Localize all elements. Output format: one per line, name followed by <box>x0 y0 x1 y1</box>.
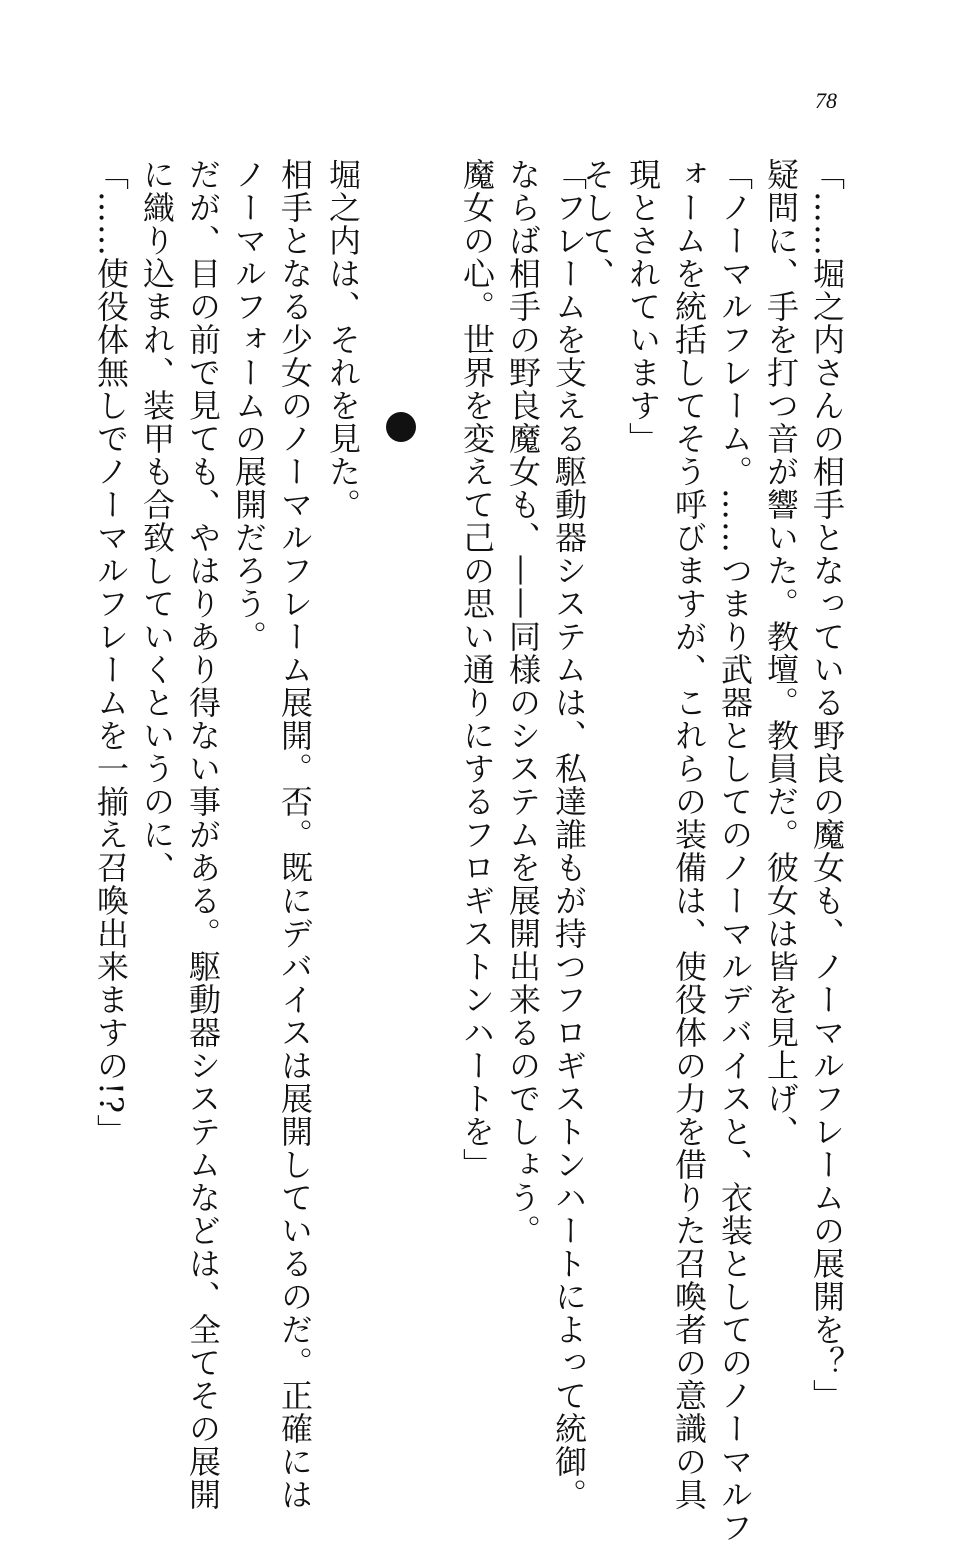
scene-break-dot <box>386 412 416 442</box>
page-number: 78 <box>815 88 837 113</box>
text-column-4: ォームを統括してそう呼びますが、これらの装備は、使役体の力を借りた召喚者の意識の具 <box>670 158 708 1511</box>
text-column-12: 堀之内は、それを見た。 <box>324 158 362 521</box>
text-column-5: 現とされています」 <box>624 158 662 455</box>
text-column-7: 「フレームを支える駆動器システムは、私達誰もが持つフロギストンハートによって統御。 <box>550 158 588 1511</box>
text-column-14: ノーマルフォームの展開だろう。 <box>230 158 268 653</box>
text-column-15: だが、目の前で見ても、やはりあり得ない事がある。駆動器システムなどは、全てその展開 <box>184 158 222 1511</box>
text-column-3: 「ノーマルフレーム。……つまり武器としてのノーマルデバイスと、衣装としてのノーマルフ <box>716 158 754 1544</box>
text-column-8: ならば相手の野良魔女も、——同様のシステムを展開出来るのでしょう。 <box>504 158 542 1247</box>
text-column-17: 「……使役体無しでノーマルフレームを一揃え召喚出来ますの!?」 <box>92 158 130 1148</box>
text-column-9: 魔女の心。世界を変えて己の思い通りにするフロギストンハートを」 <box>458 158 496 1181</box>
text-column-13: 相手となる少女のノーマルフレーム展開。否。既にデバイスは展開しているのだ。正確には <box>276 158 314 1511</box>
text-column-2: 疑問に、手を打つ音が響いた。教壇。教員だ。彼女は皆を見上げ、 <box>762 158 800 1148</box>
text-column-6: そして、 <box>578 158 616 290</box>
text-column-1: 「……堀之内さんの相手となっている野良の魔女も、ノーマルフレームの展開を？」 <box>808 158 846 1412</box>
text-column-16: に織り込まれ、装甲も合致していくというのに、 <box>138 158 176 884</box>
